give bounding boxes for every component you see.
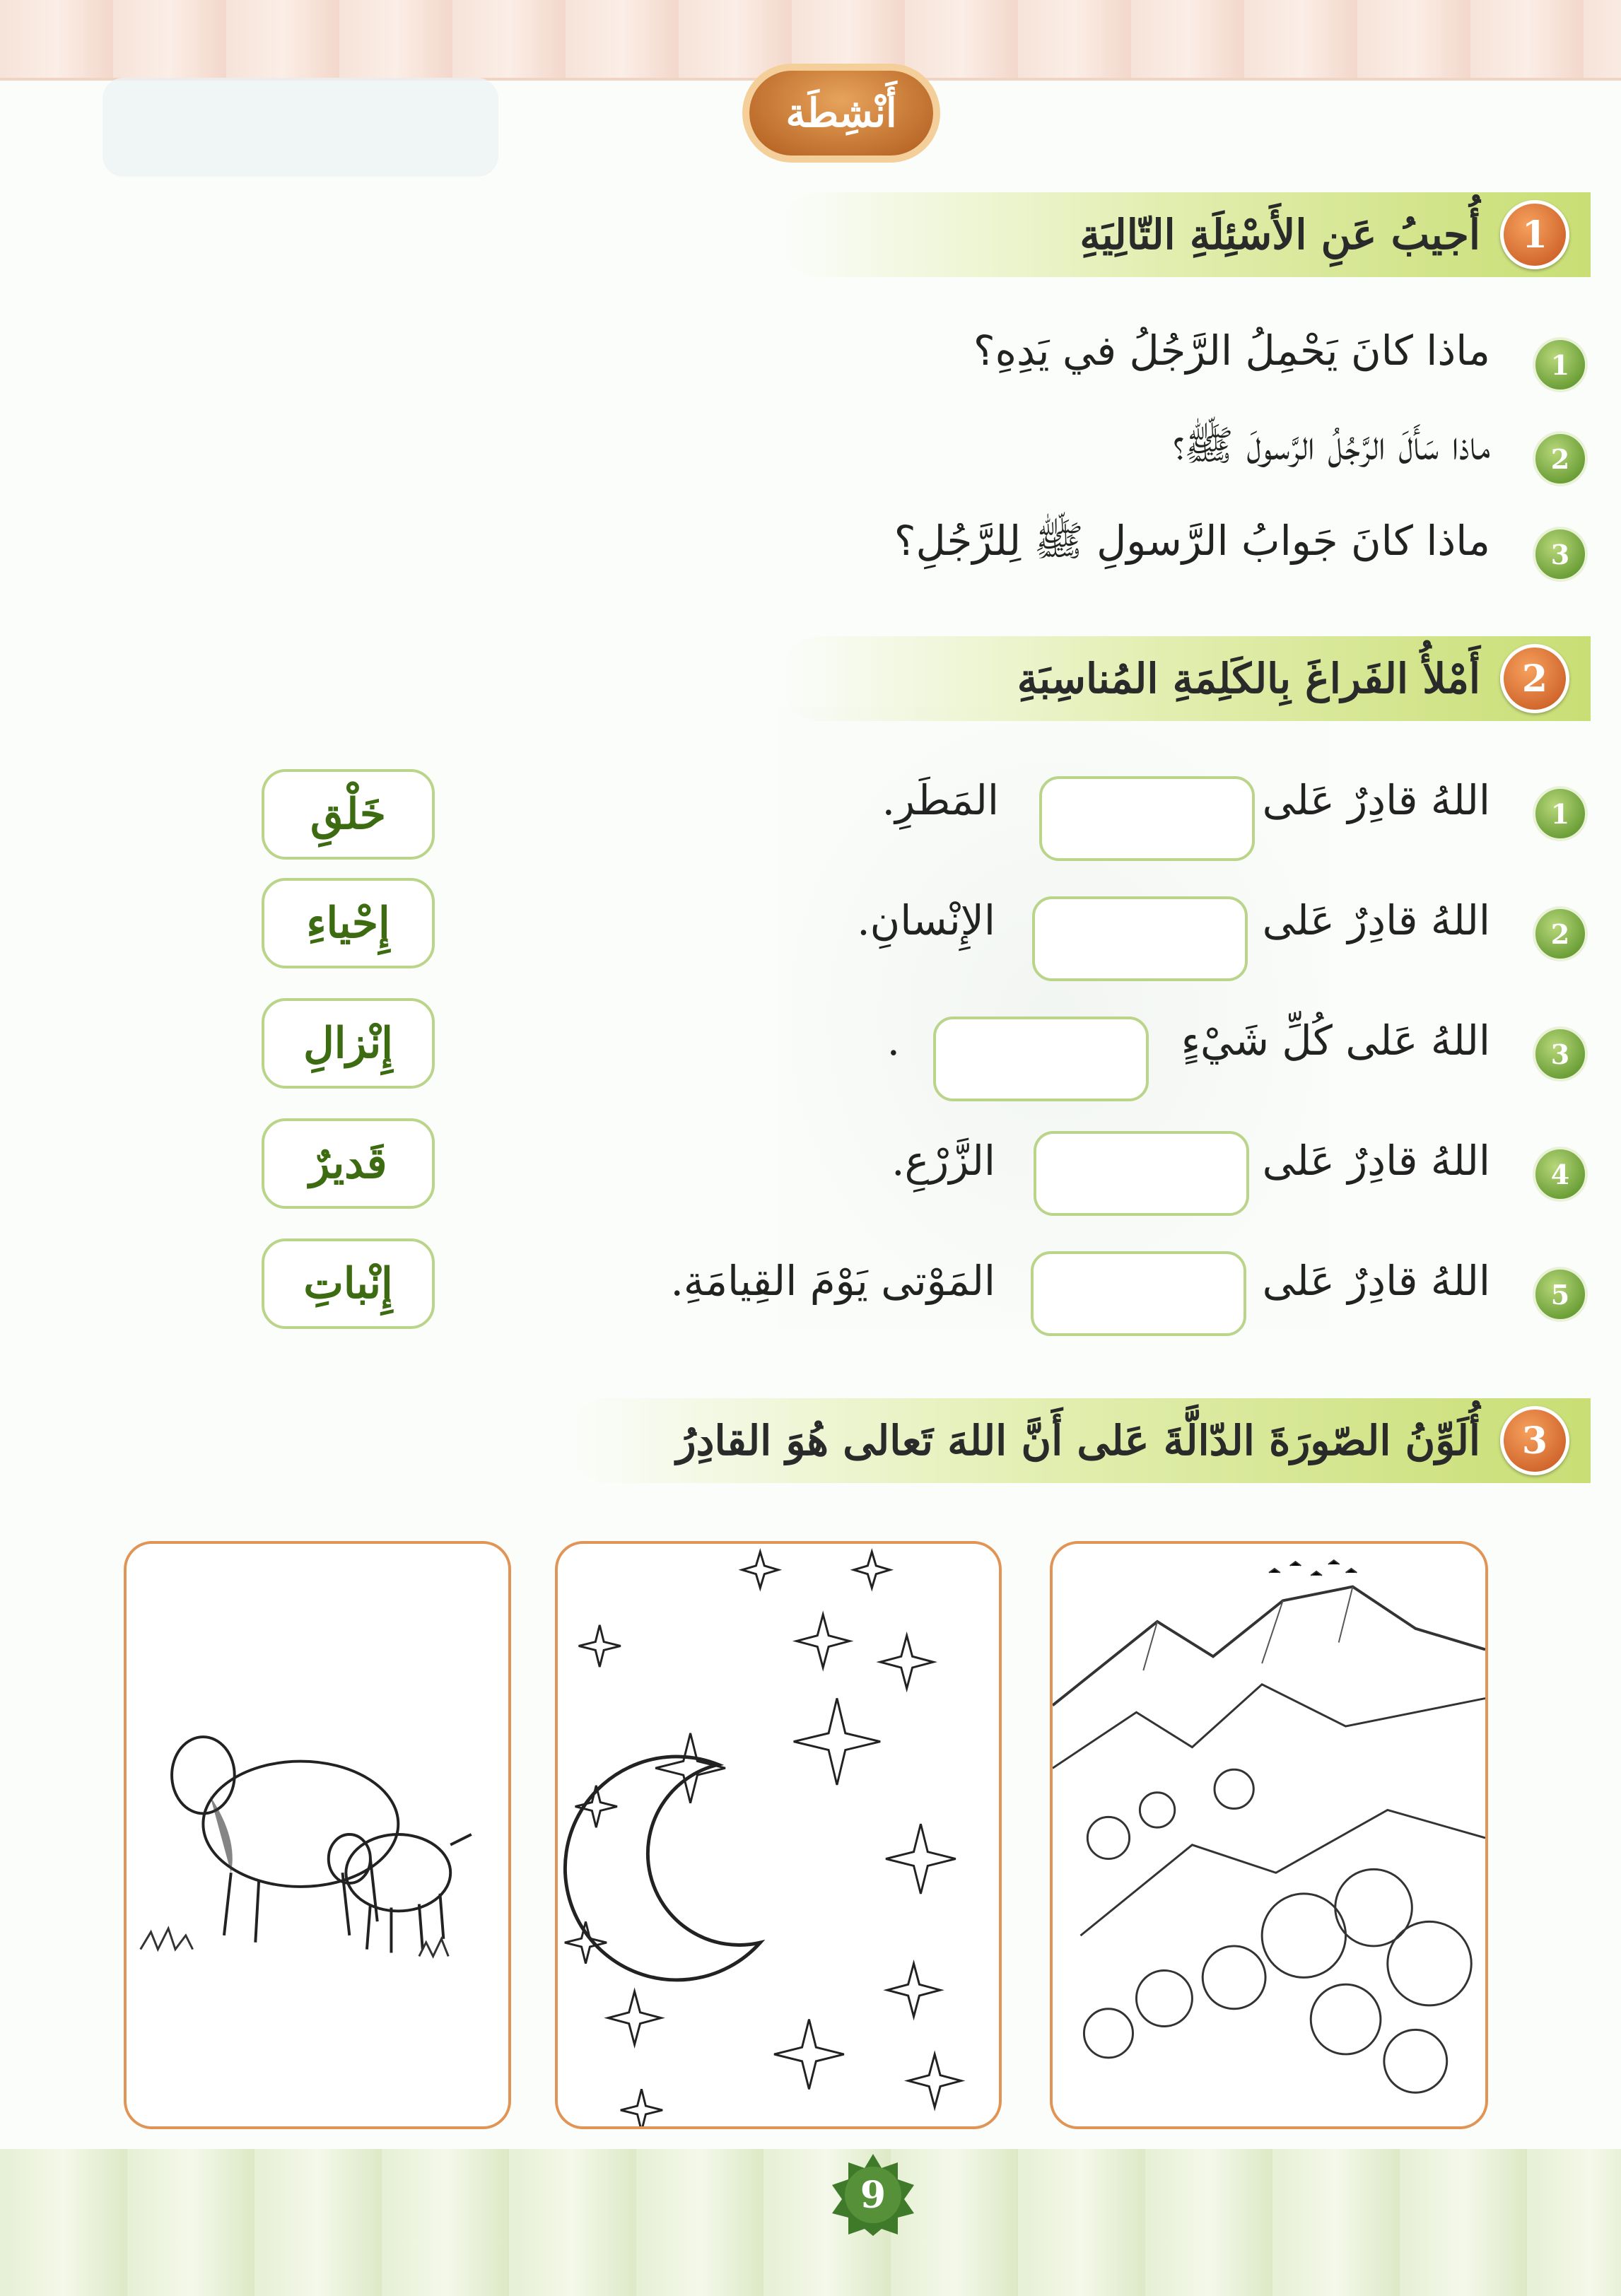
fill-item-4-after: الزَّرْعِ. xyxy=(891,1137,995,1185)
mountains-trees-drawing xyxy=(1053,1544,1485,2126)
fill-item-4-before: اللهُ قادِرٌ عَلى xyxy=(1262,1137,1490,1185)
word-bank-item-3[interactable]: إِنْزالِ xyxy=(262,998,435,1089)
moon-stars-drawing xyxy=(558,1544,999,2126)
section-3-heading: أُلَوِّنُ الصّورَةَ الدّالَّةَ عَلى أَنَّ اللهَ تَعالى هُوَ القادِرُ xyxy=(676,1417,1480,1465)
question-2-text: ماذا سَأَلَ الرَّجُلُ الرَّسولَ ﷺ؟ xyxy=(1172,421,1490,469)
page-title-badge xyxy=(749,71,933,156)
mountains-picture[interactable] xyxy=(1050,1541,1488,2129)
page-title: أَنْشِطَة xyxy=(785,90,897,136)
fill-item-3-before: اللهُ عَلى كُلِّ شَيْءٍ xyxy=(1181,1017,1490,1065)
fill-item-1-before: اللهُ قادِرٌ عَلى xyxy=(1262,776,1490,824)
page-number-badge xyxy=(831,2152,915,2237)
word-bank-item-1[interactable]: خَلْقِ xyxy=(262,769,435,860)
question-3-number: 3 xyxy=(1533,527,1588,582)
fill-item-4-blank[interactable] xyxy=(1034,1131,1249,1216)
question-2-number: 2 xyxy=(1533,431,1588,486)
sheep-lamb-drawing xyxy=(127,1544,508,2126)
word-bank-item-4[interactable]: قَديرٌ xyxy=(262,1118,435,1209)
fill-item-1-after: المَطَرِ. xyxy=(882,776,999,824)
question-1-number: 1 xyxy=(1533,337,1588,392)
bottom-decorative-border xyxy=(0,2149,1621,2296)
fill-item-3-number: 3 xyxy=(1533,1026,1588,1082)
fill-item-2-after: الإِنْسانِ. xyxy=(857,896,995,944)
fill-item-3-blank[interactable] xyxy=(933,1017,1149,1101)
word-bank-item-2[interactable]: إِحْياءِ xyxy=(262,878,435,968)
section-2-header xyxy=(778,636,1591,721)
section-1-heading: أُجيبُ عَنِ الأَسْئِلَةِ التّالِيَةِ xyxy=(1079,211,1480,259)
section-3-header xyxy=(566,1398,1591,1483)
page-number: 9 xyxy=(860,2173,886,2217)
fill-item-5-number: 5 xyxy=(1533,1267,1588,1322)
fill-item-2-before: اللهُ قادِرٌ عَلى xyxy=(1262,896,1490,944)
fill-item-4-number: 4 xyxy=(1533,1147,1588,1202)
top-decorative-border xyxy=(0,0,1621,81)
fill-item-5-after: المَوْتى يَوْمَ القِيامَةِ. xyxy=(670,1257,995,1305)
section-2-heading: أَمْلأُ الفَراغَ بِالكَلِمَةِ المُناسِبَةِ xyxy=(1017,655,1480,703)
sheep-picture[interactable] xyxy=(124,1541,511,2129)
fill-item-3-after: . xyxy=(886,1017,900,1065)
fill-item-2-number: 2 xyxy=(1533,906,1588,961)
word-bank-item-5[interactable]: إِنْباتِ xyxy=(262,1238,435,1329)
section-3-number: 3 xyxy=(1500,1406,1569,1475)
fill-item-1-blank[interactable] xyxy=(1039,776,1255,861)
section-1-header xyxy=(778,192,1591,277)
question-1-text: ماذا كانَ يَحْمِلُ الرَّجُلُ في يَدِهِ؟ xyxy=(973,327,1490,375)
section-2-number: 2 xyxy=(1500,644,1569,713)
fill-item-2-blank[interactable] xyxy=(1032,896,1248,981)
fill-item-5-before: اللهُ قادِرٌ عَلى xyxy=(1262,1257,1490,1305)
question-3-text: ماذا كانَ جَوابُ الرَّسولِ ﷺ لِلرَّجُلِ؟ xyxy=(894,517,1490,565)
section-1-number: 1 xyxy=(1500,200,1569,269)
fill-item-1-number: 1 xyxy=(1533,786,1588,841)
night-sky-picture[interactable] xyxy=(555,1541,1002,2129)
background-faint-tab xyxy=(103,78,498,177)
fill-item-5-blank[interactable] xyxy=(1031,1251,1246,1336)
